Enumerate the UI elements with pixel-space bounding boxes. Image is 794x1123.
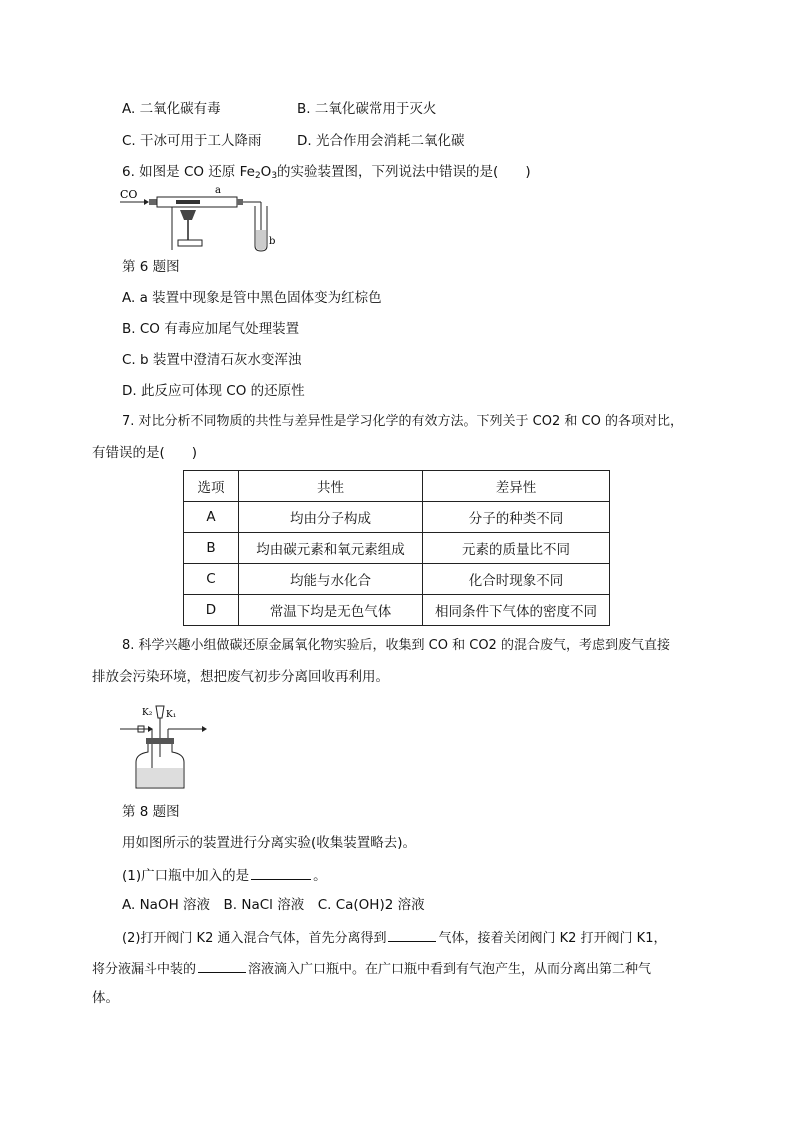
arrow-icon: [144, 199, 149, 205]
separatory-funnel: [156, 706, 164, 718]
q5-option-d: D. 光合作用会消耗二氧化碳: [297, 133, 465, 149]
bottle-liquid: [137, 768, 183, 787]
q6-figure-label-a: a: [215, 185, 221, 196]
stopper: [237, 199, 243, 205]
q8-stem-line1: 8. 科学兴趣小组做碳还原金属氧化物实验后，收集到 CO 和 CO2 的混合废气，考虑到废气直接: [122, 638, 670, 653]
q8-sub2-line3: 体。: [92, 990, 119, 1006]
table-cell: 相同条件下气体的密度不同: [423, 595, 610, 626]
q7-stem-line2: 有错误的是( ): [92, 445, 198, 461]
table-cell: 均由分子构成: [239, 502, 423, 533]
answer-blank[interactable]: [251, 865, 311, 880]
table-row: [184, 564, 610, 595]
q7-comparison-table: [183, 470, 610, 626]
q6-apparatus-figure: [118, 184, 278, 254]
limewater: [256, 230, 266, 250]
q5-option-c: C. 干冰可用于工人降雨: [122, 133, 262, 149]
table-row: [184, 502, 610, 533]
fe2o3-sample: [176, 200, 200, 204]
stopper: [149, 199, 157, 205]
table-cell: C: [184, 564, 239, 595]
answer-blank[interactable]: [388, 927, 436, 942]
q7-stem-line1: 7. 对比分析不同物质的共性与差异性是学习化学的有效方法。下列关于 CO2 和 CO 的各项对比，: [122, 414, 683, 429]
table-cell: A: [184, 502, 239, 533]
q6-option-b: B. CO 有毒应加尾气处理装置: [122, 321, 300, 337]
q6-option-c: C. b 装置中澄清石灰水变浑浊: [122, 352, 302, 368]
q5-option-b: B. 二氧化碳常用于灭火: [297, 101, 437, 117]
q6-option-d: D. 此反应可体现 CO 的还原性: [122, 383, 305, 399]
flame-icon: [180, 210, 196, 220]
table-cell: 均能与水化合: [239, 564, 423, 595]
answer-blank[interactable]: [198, 958, 246, 973]
table-cell: 化合时现象不同: [423, 564, 610, 595]
q8-figure-label-k2: K₂: [142, 708, 153, 718]
q8-apparatus-figure: [118, 702, 218, 794]
table-cell: 元素的质量比不同: [423, 533, 610, 564]
table-cell: D: [184, 595, 239, 626]
table-header: 共性: [239, 471, 423, 502]
q8-stem-line2: 排放会污染环境，想把废气初步分离回收再利用。: [92, 669, 389, 685]
q8-intro: 用如图所示的装置进行分离实验(收集装置略去)。: [122, 835, 417, 851]
table-cell: 分子的种类不同: [423, 502, 610, 533]
stopper: [146, 738, 174, 744]
table-header: 差异性: [423, 471, 610, 502]
table-row: [184, 533, 610, 564]
q8-sub2-line1: (2)打开阀门 K2 通入混合气体，首先分离得到 气体，接着关闭阀门 K2 打开阀门 K1，: [122, 927, 666, 948]
table-header: 选项: [184, 471, 239, 502]
q6-figure-label-b: b: [269, 236, 276, 247]
table-cell: 常温下均是无色气体: [239, 595, 423, 626]
burner-base: [178, 240, 202, 246]
q6-stem: 6. 如图是 CO 还原 $Fe_2O_3$的实验装置图，下列说法中错误的是( ): [122, 164, 531, 181]
q8-sub2-line2: 将分液漏斗中装的 溶液滴入广口瓶中。在广口瓶中看到有气泡产生，从而分离出第二种气: [92, 958, 651, 979]
q6-figure-label-co: CO: [120, 188, 138, 201]
q6-caption: 第 6 题图: [122, 259, 180, 275]
q8-figure-label-k1: K₁: [166, 710, 177, 720]
q6-option-a: A. a 装置中现象是管中黑色固体变为红棕色: [122, 290, 382, 306]
q5-option-a: A. 二氧化碳有毒: [122, 101, 221, 117]
table-cell: B: [184, 533, 239, 564]
q8-sub1: (1)广口瓶中加入的是 。: [122, 865, 327, 885]
q8-sub1-options: A. NaOH 溶液 B. NaCl 溶液 C. Ca(OH)2 溶液: [122, 897, 425, 913]
arrow-icon: [202, 726, 207, 732]
table-header-row: [184, 471, 610, 502]
table-row: [184, 595, 610, 626]
q8-caption: 第 8 题图: [122, 804, 180, 820]
table-cell: 均由碳元素和氧元素组成: [239, 533, 423, 564]
